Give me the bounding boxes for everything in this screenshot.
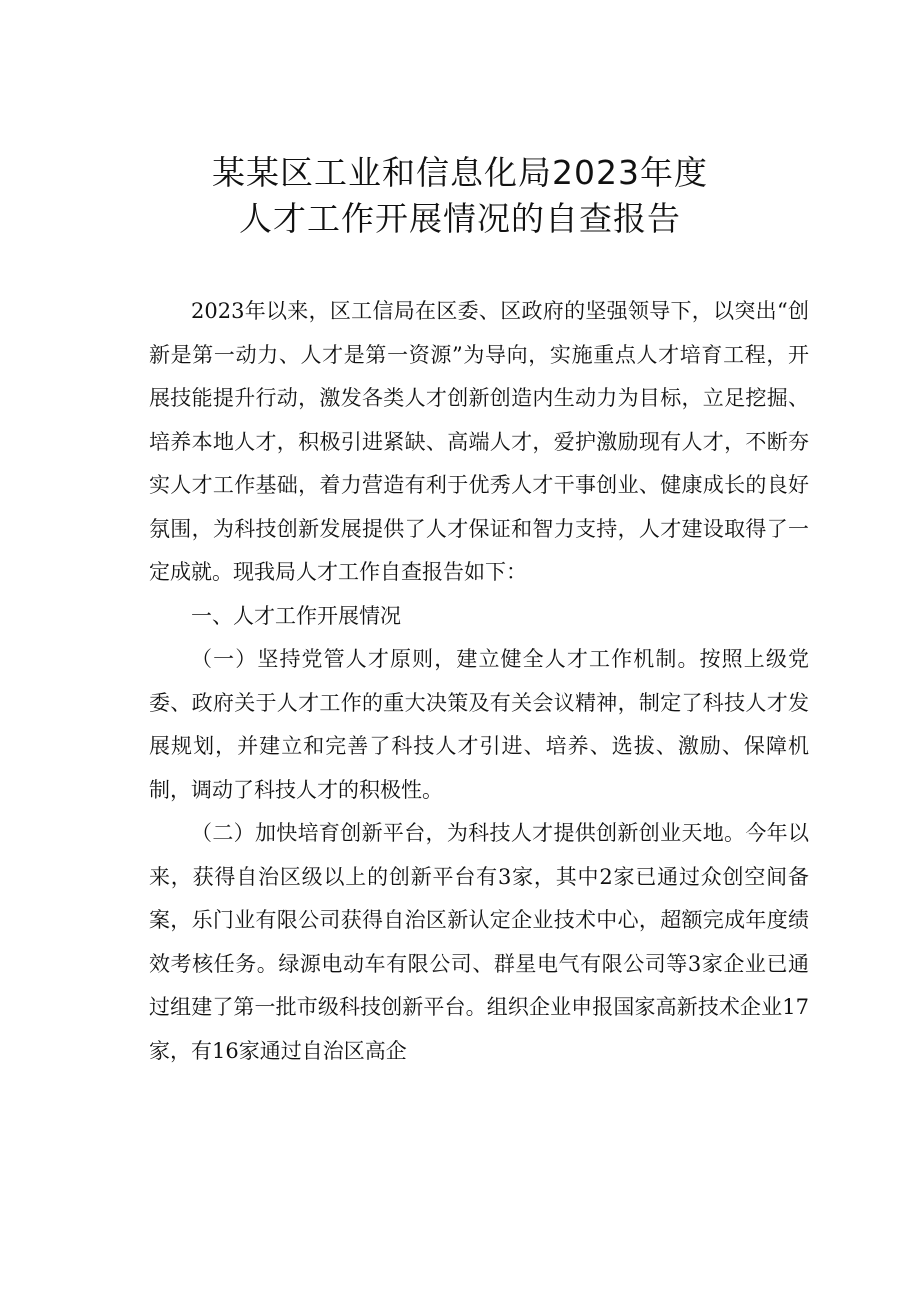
document-title-line-1: 某某区工业和信息化局2023年度 — [212, 153, 708, 192]
subsection-paragraph-2: （二）加快培育创新平台，为科技人才提供创新创业天地。今年以来，获得自治区级以上的创新平台有3家，其中2家已通过众创空间备案，乐门业有限公司获得自治区新认定企业技术中心，超额完成年度绩效考核任务。绿源电动车有限公司、群星电气有限公司等3家企业已通过组建了第一批市级科技创新平台。组织企业申报国家高新技术企业17家，有16家通过自治区高企 — [149, 821, 809, 1063]
section-heading-1: 一、人才工作开展情况 — [191, 603, 401, 628]
subsection-paragraph-1: （一）坚持党管人才原则，建立健全人才工作机制。按照上级党委、政府关于人才工作的重大决策及有关会议精神，制定了科技人才发展规划，并建立和完善了科技人才引进、培养、选拔、激励、保障机制，调动了科技人才的积极性。 — [149, 647, 809, 802]
document-body — [149, 290, 809, 1073]
title-block — [0, 150, 920, 242]
document-title-line-2: 人才工作开展情况的自查报告 — [239, 199, 681, 238]
intro-paragraph: 2023年以来，区工信局在区委、区政府的坚强领导下，以突出“创新是第一动力、人才是第一资源”为导向，实施重点人才培育工程，开展技能提升行动，激发各类人才创新创造内生动力为目标，立足挖掘、培养本地人才，积极引进紧缺、高端人才，爱护激励现有人才，不断夯实人才工作基础，着力营造有利于优秀人才干事创业、健康成长的良好氛围，为科技创新发展提供了人才保证和智力支持，人才建设取得了一定成就。现我局人才工作自查报告如下： — [149, 299, 809, 584]
